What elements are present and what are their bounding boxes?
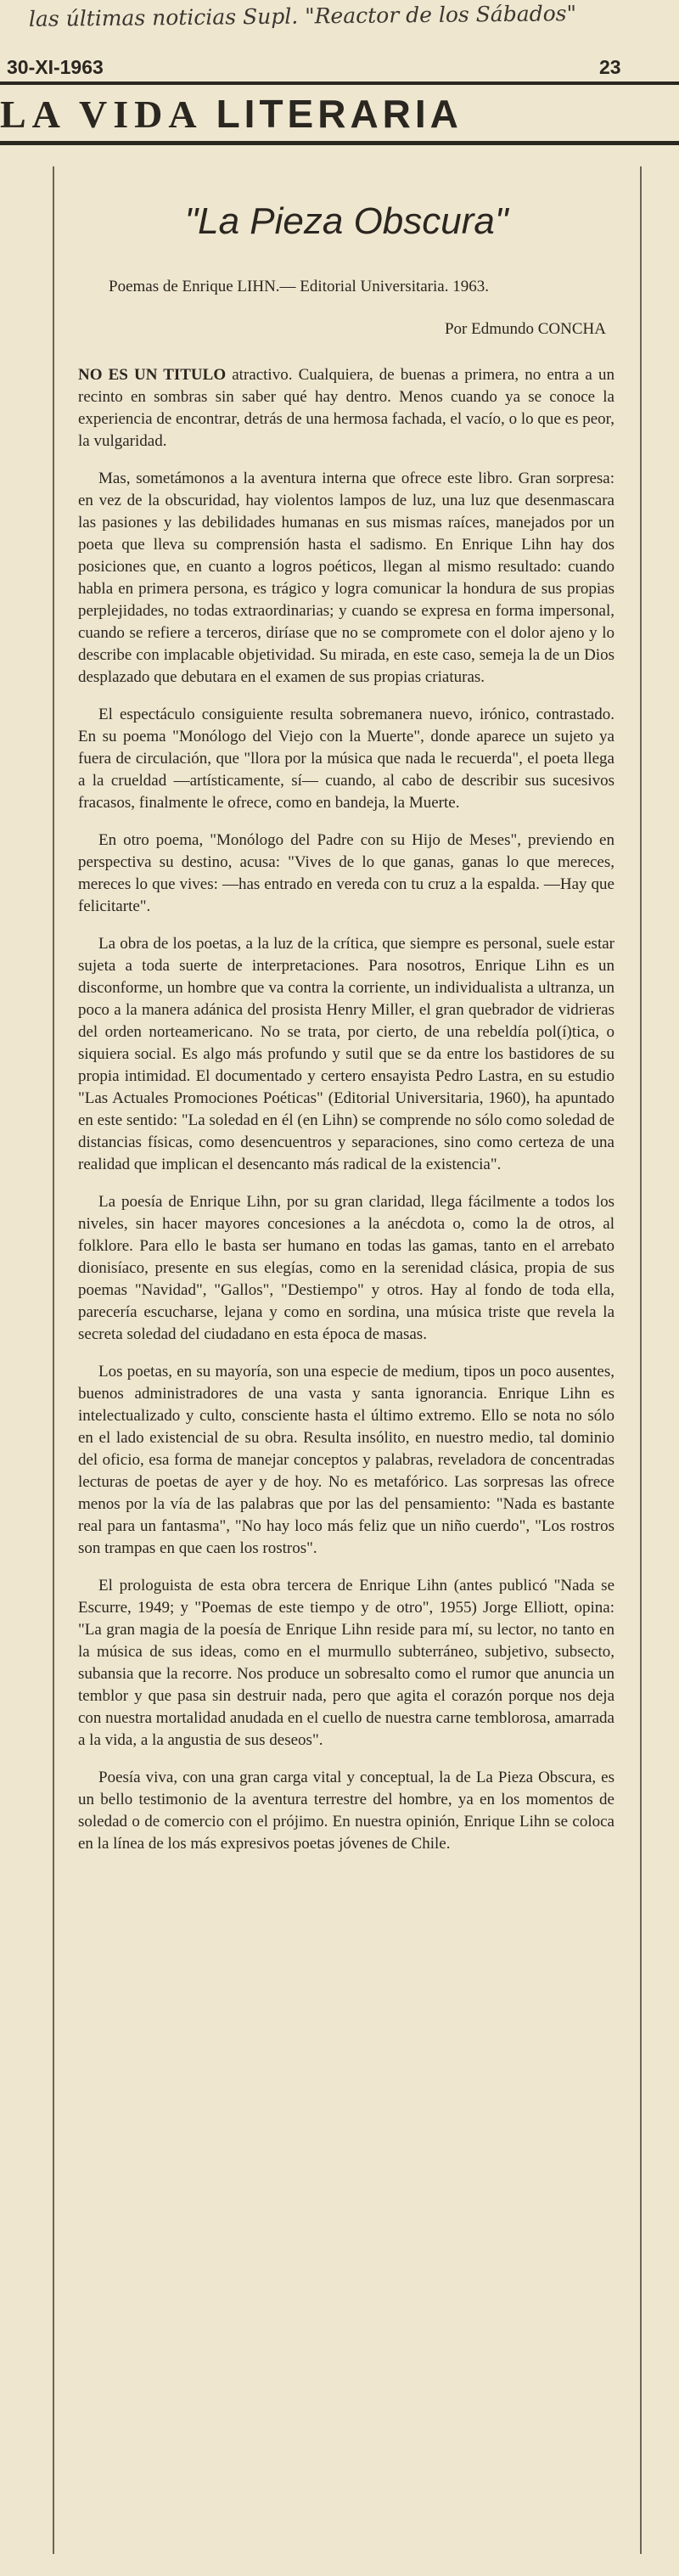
section-word: LITERARIA [216,92,463,136]
paragraph-2: Mas, sometámonos a la aventura interna que ofrece este libro. Gran sorpresa: en vez de la obscuridad, hay violentos lampos de luz, una luz que desenmascara las pasiones y las debilidades humanas en sus mismas raíces, manejados por un poeta que lleva su comprensión hasta el sadismo. En Enrique Lihn hay dos posiciones que, en cuanto a logros poéticos, llegan al mismo resultado: cuando habla en primera persona, es trágico y logra comunicar la hondura de sus propias perplejidades, no todas extraordinarias; y cuando se expresa en forma impersonal, cuando se refiere a terceros, diríase que no se compromete con el dolor ajeno y lo describe con implacable objetividad. Su mirada, en este caso, semeja la de un Dios desplazado que debutara en el examen de sus propias criaturas. [78,470,614,686]
banner-bottom-rule [0,141,679,145]
paragraph-1 [78,364,614,453]
page-number: 23 [599,56,621,78]
bibliographic-note: Poemas de Enrique LIHN.— Editorial Universitaria. 1963. [109,278,489,295]
issue-date: 30-XI-1963 [7,56,104,78]
handwritten-annotation: las últimas noticias Supl. "Reactor de los Sábados" [28,1,577,31]
lead-caps: NO ES UN TITULO [78,366,227,384]
article-body [78,364,614,1855]
paragraph-5: La obra de los poetas, a la luz de la crítica, que siempre es personal, suele estar sujeta a toda suerte de interpretaciones. Para nosotros, Enrique Lihn es un disconforme, un hombre que va contra la corriente, un individualista a ultranza, un poco a la manera adánica del prosista Henry Miller, el gran quebrador de vidrieras del orden norteamericano. No se trata, por cierto, de una rebeldía pol(í)tica, o siquiera social. Es algo más profundo y sutil que se da entre los bastidores de su propia intimidad. El documentado y certero ensayista Pedro Lastra, en su estudio "Las Actuales Promociones Poéticas" (Editorial Universitaria, 1960), ha apuntado en este sentido: "La soledad en él (en Lihn) se comprende no sólo como soledad de distancias físicas, como desencuentros y separaciones, sino como certeza de una realidad que implican el desencanto más radical de la existencia". [78,935,614,1173]
byline: Por Edmundo CONCHA [444,320,606,338]
paragraph-7: Los poetas, en su mayoría, son una especie de medium, tipos un poco ausentes, buenos administradores de una vasta y santa ignorancia. Enrique Lihn es intelectualizado y culto, consciente hasta el último extremo. Ello se nota no sólo en el lado existencial de su obra. Resulta insólito, en nuestro medio, tal dominio del oficio, esa forma de manejar conceptos y palabras, reveladora de concentradas lecturas de poetas de ayer y de hoy. No es metafórico. Las sorpresas las ofrece menos por la vía de las palabras que por las del pensamiento: "Nada es bastante real para un fantasma", "No hay loco más feliz que un niño cuerdo", "Los rostros son trampas en que caen los rostros". [78,1363,614,1557]
paragraph-8: El prologuista de esta obra tercera de Enrique Lihn (antes publicó "Nada se Escurre, 1949; y "Poemas de este tiempo y de otro", 1955) Jorge Elliott, opina: "La gran magia de la poesía de Enrique Lihn reside para mí, su lector, no tanto en la música de sus ideas, como en el murmullo subterráneo, subjetivo, subsecto, subansia que la recorre. Nos produce un sobresalto como el rumor que anuncia un temblor y que pasa sin destruir nada, pero que agita el corazón porque nos deja con nuestra mortalidad anudada en el cuello de nuestra carne temblorosa, amarrada a la vida, a la angustia de sus deseos". [78,1577,614,1749]
article-title: "La Pieza Obscura" [184,200,508,242]
section-prefix: LA VIDA [0,93,201,136]
banner-top-rule [0,82,679,85]
article [66,180,626,2549]
section-banner [0,90,662,138]
paragraph-6: La poesía de Enrique Lihn, por su gran claridad, llega fácilmente a todos los niveles, sin hacer mayores concesiones a la anécdota o, como la de otros, al folklore. Para ello le basta ser humano en todas las gamas, tanto en el arrebato dionisíaco, presente en sus elegías, como en la serenidad clásica, propia de sus poemas "Navidad", "Gallos", "Destiempo" y otros. Hay al fondo de toda ella, parecería escucharse, lejana y como en sordina, una música triste que revela la secreta soledad del ciudadano en esta época de masas. [78,1193,614,1343]
paragraph-9: Poesía viva, con una gran carga vital y conceptual, la de La Pieza Obscura, es un bello testimonio de la aventura terrestre del hombre, ya en los momentos de soledad o de comercio con el prójimo. En nuestra opinión, Enrique Lihn se coloca en la línea de los más expresivos poetas jóvenes de Chile. [78,1769,614,1853]
paragraph-1-text: atractivo. Cualquiera, de buenas a primera, no entra a un recinto en sombras sin saber qué hay dentro. Menos cuando ya se conoce la experiencia de encontrar, detrás de una hermosa fachada, el vacío, o lo que es peor, la vulgaridad. [78,366,614,450]
paragraph-4: En otro poema, "Monólogo del Padre con su Hijo de Meses", previendo en perspectiva su destino, acusa: "Vives de lo que ganas, ganas lo que mereces, mereces lo que vives: —has entrado en vereda con tu cruz a la espalda. —Hay que felicitarte". [78,831,614,915]
paragraph-3: El espectáculo consiguiente resulta sobremanera nuevo, irónico, contrastado. En su poema "Monólogo del Viejo con la Muerte", donde aparece un sujeto ya fuera de circulación, que "llora por la música que nada le recuerda", el poeta llega a la crueldad —artísticamente, sí— cuando, al cabo de describir sus sucesivos fracasos, finalmente le ofrece, como en bandeja, la Muerte. [78,706,614,812]
